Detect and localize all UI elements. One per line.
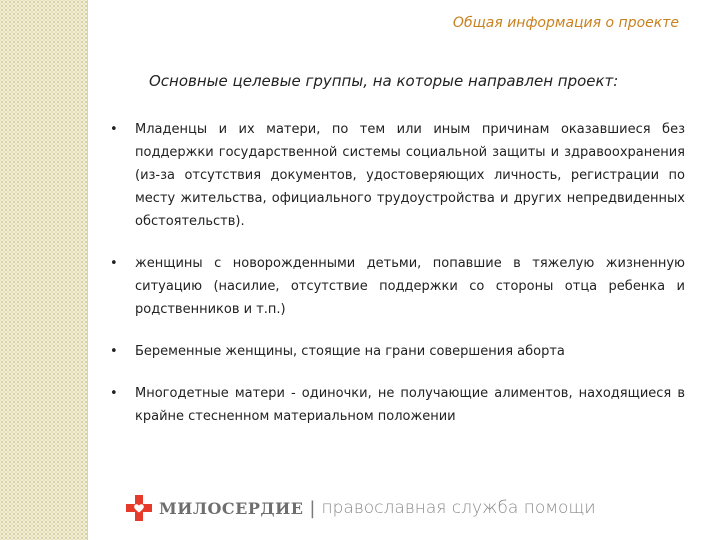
list-item bbox=[110, 118, 685, 233]
list-item-text: женщины с новорожденными детьми, попавшие в тяжелую жизненную ситуацию (насилие, отсутствие поддержки со стороны отца ребенка и родственников и т.п.) bbox=[135, 256, 685, 317]
list-item bbox=[110, 252, 685, 321]
bullet-icon: • bbox=[110, 256, 118, 271]
bullet-icon: • bbox=[110, 386, 118, 401]
side-decorative-pattern bbox=[0, 0, 87, 540]
brand-divider: | bbox=[309, 497, 316, 519]
red-cross-heart-icon bbox=[125, 494, 153, 522]
side-divider-line bbox=[87, 0, 88, 540]
list-item-text: Беременные женщины, стоящие на грани совершения аборта bbox=[135, 344, 565, 359]
list-item bbox=[110, 382, 685, 428]
target-groups-list bbox=[110, 118, 685, 428]
footer-logo bbox=[125, 492, 596, 524]
list-item-text: Многодетные матери - одиночки, не получающие алиментов, находящиеся в крайне стесненном материальном положении bbox=[135, 386, 685, 424]
brand-name: МИЛОСЕРДИЕ bbox=[159, 498, 304, 518]
bullet-icon: • bbox=[110, 344, 118, 359]
list-item bbox=[110, 340, 685, 363]
page-header-title: Общая информация о проекте bbox=[452, 15, 679, 31]
bullet-icon: • bbox=[110, 122, 118, 137]
brand-tagline: православная служба помощи bbox=[321, 498, 596, 518]
section-subtitle: Основные целевые группы, на которые направлен проект: bbox=[149, 72, 619, 90]
list-item-text: Младенцы и их матери, по тем или иным причинам оказавшиеся без поддержки государственной системы социальной защиты и здравоохранения (из-за отсутствия документов, удостоверяющих личность, регистрации по месту жительства, официального трудоустройства и других непредвиденных обстоятельств). bbox=[135, 122, 685, 229]
